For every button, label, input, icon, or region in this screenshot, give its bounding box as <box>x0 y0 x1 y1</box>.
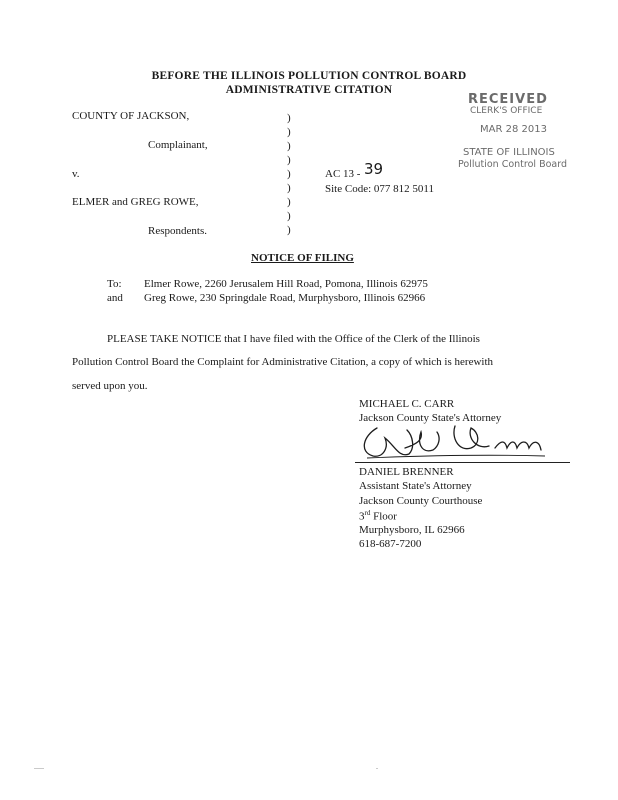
attorney-title: Jackson County State's Attorney <box>359 412 502 424</box>
paren: ) <box>287 224 291 236</box>
board-heading: BEFORE THE ILLINOIS POLLUTION CONTROL BOARD <box>151 70 467 82</box>
floor-line <box>359 509 397 523</box>
floor-word: Floor <box>370 510 397 523</box>
versus-label: v. <box>72 168 80 180</box>
signature-line <box>355 462 570 463</box>
paren: ) <box>287 210 291 222</box>
stamp-state: STATE OF ILLINOIS <box>463 147 555 158</box>
complainant-name: COUNTY OF JACKSON, <box>72 110 190 122</box>
paren: ) <box>287 154 291 166</box>
stamp-received: RECEIVED <box>468 92 548 107</box>
stamp-board: Pollution Control Board <box>458 159 567 170</box>
courthouse-address: Jackson County Courthouse <box>359 495 483 507</box>
asa-name: DANIEL BRENNER <box>359 466 454 478</box>
complainant-role: Complainant, <box>148 139 208 151</box>
to-label: To: <box>107 278 122 290</box>
paren: ) <box>287 182 291 194</box>
case-number: 39 <box>364 160 384 178</box>
footer-mark-left: ..... <box>34 762 44 771</box>
notice-title: NOTICE OF FILING <box>251 252 354 264</box>
phone-number: 618-687-7200 <box>359 538 422 550</box>
paren: ) <box>287 196 291 208</box>
handwritten-signature-icon <box>355 418 575 468</box>
paren: ) <box>287 126 291 138</box>
asa-title: Assistant State's Attorney <box>359 480 472 492</box>
citation-heading: ADMINISTRATIVE CITATION <box>225 84 393 96</box>
attorney-name: MICHAEL C. CARR <box>359 398 455 410</box>
site-code: Site Code: 077 812 5011 <box>325 183 434 195</box>
paren: ) <box>287 112 291 124</box>
floor-suffix: rd <box>364 509 371 517</box>
floor-number: 3 <box>359 510 365 523</box>
body-line-3: served upon you. <box>72 380 148 392</box>
respondent-role: Respondents. <box>148 225 207 237</box>
paren: ) <box>287 140 291 152</box>
city-address: Murphysboro, IL 62966 <box>359 524 465 536</box>
stamp-date: MAR 28 2013 <box>480 124 547 135</box>
body-line-2: Pollution Control Board the Complaint for Administrative Citation, a copy of which is herewith <box>72 356 494 368</box>
respondent-name: ELMER and GREG ROWE, <box>72 196 199 208</box>
paren: ) <box>287 168 291 180</box>
body-line-1: PLEASE TAKE NOTICE that I have filed with the Office of the Clerk of the Illinois <box>107 333 480 345</box>
case-prefix: AC 13 - <box>325 168 361 180</box>
to-address: Elmer Rowe, 2260 Jerusalem Hill Road, Pomona, Illinois 62975 <box>144 278 428 290</box>
footer-mark-center: . <box>376 762 378 771</box>
and-label: and <box>107 292 123 304</box>
stamp-clerks-office: CLERK'S OFFICE <box>470 106 543 116</box>
and-address: Greg Rowe, 230 Springdale Road, Murphysboro, Illinois 62966 <box>144 292 426 304</box>
